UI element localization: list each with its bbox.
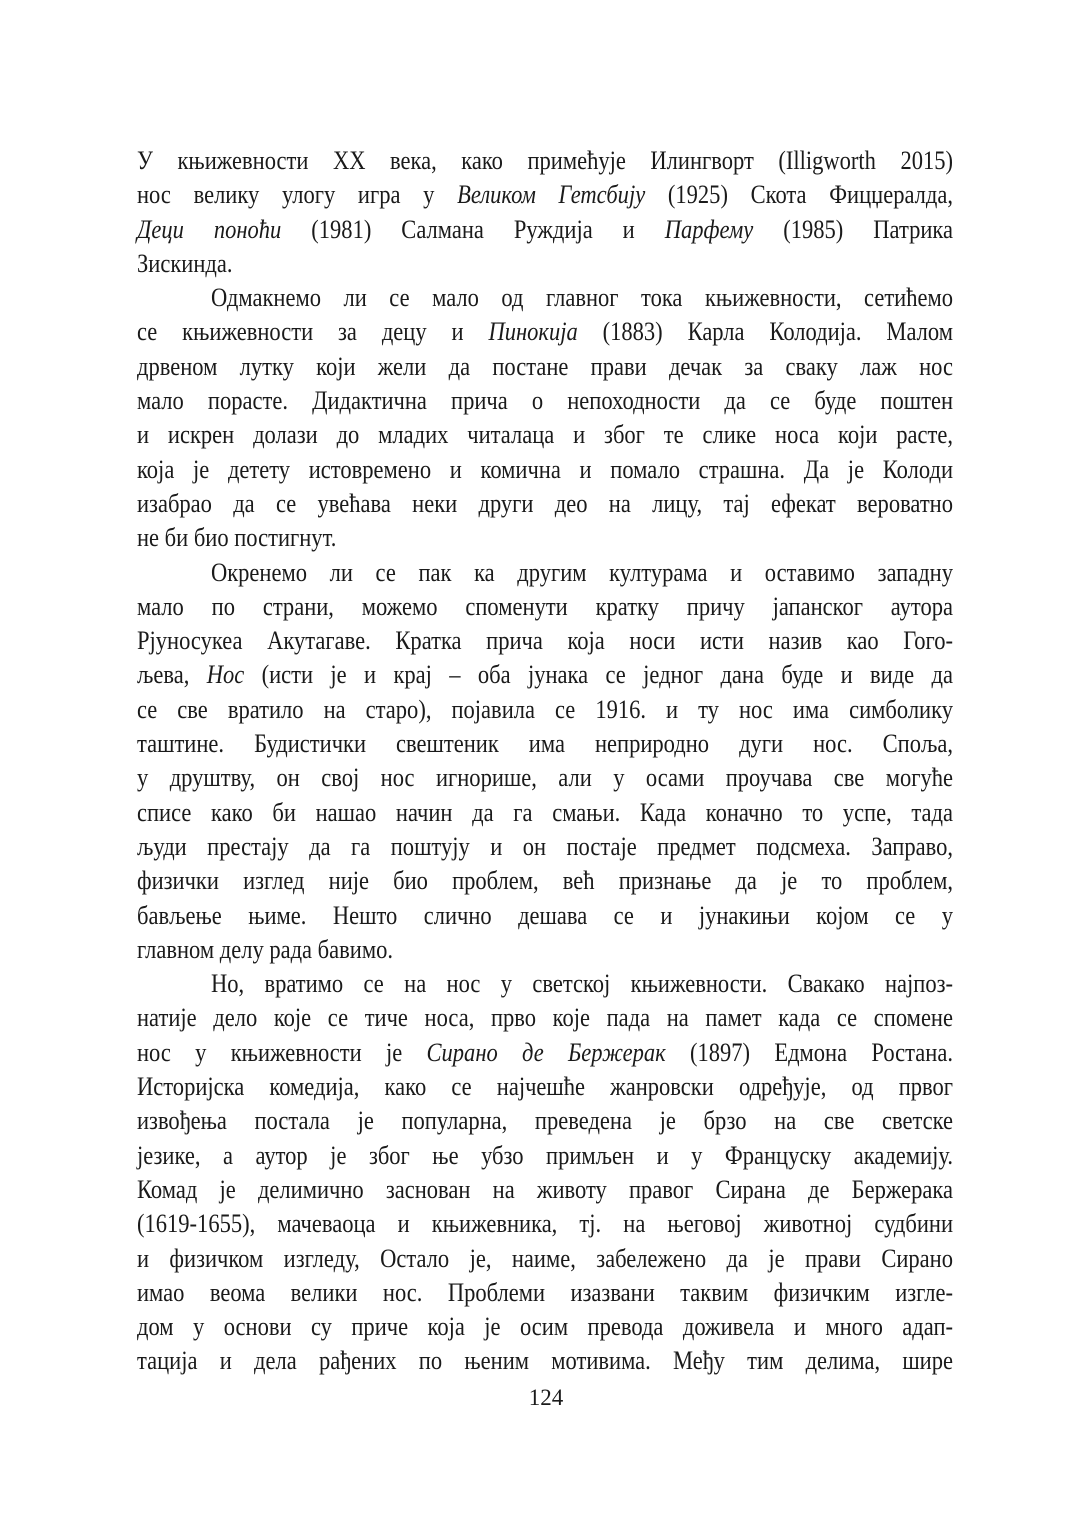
text-segment: списе како би нашао начин да га смањи. Када коначно то успе, тада [137, 796, 953, 827]
text-segment: дом у основи су приче која је осим превода доживела и много адап- [137, 1311, 953, 1342]
text-line [137, 314, 953, 348]
page-number: 124 [528, 1385, 564, 1410]
text-line [137, 657, 953, 691]
italic-title: Сирано де Бержерак [426, 1036, 666, 1067]
text-segment: Рјуносукеа Акутагаве. Кратка прича која носи исти назив као Гого- [137, 625, 953, 656]
paragraph [137, 966, 953, 1378]
text-line [137, 1172, 953, 1206]
text-line [137, 1275, 953, 1309]
text-segment: (1883) Карла Колодија. Малом [577, 316, 953, 347]
text-segment: се књижевности за децу и [137, 316, 489, 347]
text-segment: (1897) Едмона Ростана. [665, 1036, 953, 1067]
text-line [137, 555, 953, 589]
text-line [137, 143, 953, 177]
text-segment: (1925) Скота Фицџералда, [645, 179, 953, 210]
text-line [137, 452, 953, 486]
text-segment: и искрен долази до младих читалаца и због те слике носа који расте, [137, 419, 953, 450]
text-segment: мало по страни, можемо споменути кратку причу јапанског аутора [137, 590, 953, 621]
text-line [137, 1103, 953, 1137]
text-segment: Окренемо ли се пак ка другим културама и оставимо западну [210, 556, 953, 587]
text-line [137, 726, 953, 760]
text-segment: Историјска комедија, како се најчешће жанровски одређује, од првог [137, 1071, 953, 1102]
text-line [137, 1035, 953, 1069]
text-segment: извођења постала је популарна, преведена је брзо на све светске [137, 1105, 953, 1136]
text-segment: (1619-1655), мачеваоца и књижевника, тј. на његовој животној судбини [137, 1208, 953, 1239]
body-text [137, 143, 953, 1378]
text-line [137, 520, 953, 554]
text-line [137, 212, 953, 246]
text-segment: тација и дела рађених по њеним мотивима. Међу тим делима, шире [137, 1345, 953, 1376]
text-line [137, 486, 953, 520]
text-line [137, 417, 953, 451]
text-segment: у друштву, он свој нос игнорише, али у осами проучава све могуће [137, 762, 953, 793]
paragraph [137, 555, 953, 967]
text-segment: Но, вратимо се на нос у светској књижевности. Свакако најпоз- [210, 968, 953, 999]
text-segment: људи престају да га поштују и он постаје предмет подсмеха. Заправо, [137, 830, 953, 861]
text-line [137, 863, 953, 897]
text-segment: се све вратило на старо), појавила се 1916. и ту нос има симболику [137, 693, 953, 724]
text-line [137, 795, 953, 829]
text-line [137, 898, 953, 932]
text-line [137, 349, 953, 383]
text-segment: физички изглед није био проблем, већ признање да је то проблем, [137, 865, 953, 896]
text-segment: (исти је и крај – оба јунака се једног дана буде и виде да [244, 659, 953, 690]
text-line [137, 932, 953, 966]
text-segment: бављење њиме. Нешто слично дешава се и јунакињи којом се у [137, 899, 953, 930]
text-line [137, 177, 953, 211]
text-line [137, 1069, 953, 1103]
text-segment: нос у књижевности је [137, 1036, 427, 1067]
text-segment: У књижевности XX века, како примећује Илингворт (Illigworth 2015) [137, 145, 953, 175]
text-segment: Зискинда. [137, 247, 233, 278]
text-line [137, 589, 953, 623]
text-line [137, 966, 953, 1000]
text-segment: (1981) Салмана Руждија и [281, 213, 665, 244]
text-segment: Комад је делимично заснован на животу правог Сирана де Бержерака [137, 1173, 953, 1204]
italic-title: Деци поноћи [137, 213, 282, 244]
paragraph [137, 143, 953, 280]
text-line [137, 383, 953, 417]
text-segment: не би био постигнут. [137, 522, 337, 553]
text-segment: дрвеном лутку који жели да постане прави дечак за сваку лаж нос [137, 350, 953, 381]
text-line [137, 829, 953, 863]
text-line [137, 280, 953, 314]
italic-title: Нос [206, 659, 245, 690]
text-segment: (1985) Патрика [753, 213, 953, 244]
text-line [137, 246, 953, 280]
text-line [137, 1309, 953, 1343]
text-segment: и физичком изгледу, Остало је, наиме, забележено да је прави Сирано [137, 1242, 953, 1273]
text-line [137, 1343, 953, 1377]
text-segment: која је детету истовремено и комична и помало страшна. Да је Колоди [137, 453, 953, 484]
text-segment: имао веома велики нос. Проблеми изазвани таквим физичким изгле- [137, 1276, 953, 1307]
text-segment: натије дело које се тиче носа, прво које пада на памет када се спомене [137, 1002, 953, 1033]
text-segment: Одмакнемо ли се мало од главног тока књижевности, сетићемо [210, 282, 953, 313]
text-segment: нос велику улогу игра у [137, 179, 458, 210]
text-segment: изабрао да се увећава неки други део на лицу, тај ефекат вероватно [137, 487, 953, 518]
text-line [137, 1138, 953, 1172]
text-segment: таштине. Будистички свештеник има неприродно дуги нос. Споља, [137, 728, 953, 759]
text-line [137, 692, 953, 726]
text-line [137, 1206, 953, 1240]
text-segment: језике, а аутор је због ње убзо примљен и у Француску академију. [137, 1139, 953, 1170]
italic-title: Пинокија [488, 316, 578, 347]
paragraph [137, 280, 953, 554]
italic-title: Парфему [664, 213, 754, 244]
italic-title: Великом Гетсбију [457, 179, 646, 210]
text-segment: главном делу рада бавимо. [137, 933, 393, 964]
text-segment: љева, [137, 659, 207, 690]
text-line [137, 760, 953, 794]
text-line [137, 1241, 953, 1275]
text-line [137, 623, 953, 657]
text-segment: мало порасте. Дидактична прича о непоходности да се буде поштен [137, 385, 953, 416]
text-line [137, 1000, 953, 1034]
